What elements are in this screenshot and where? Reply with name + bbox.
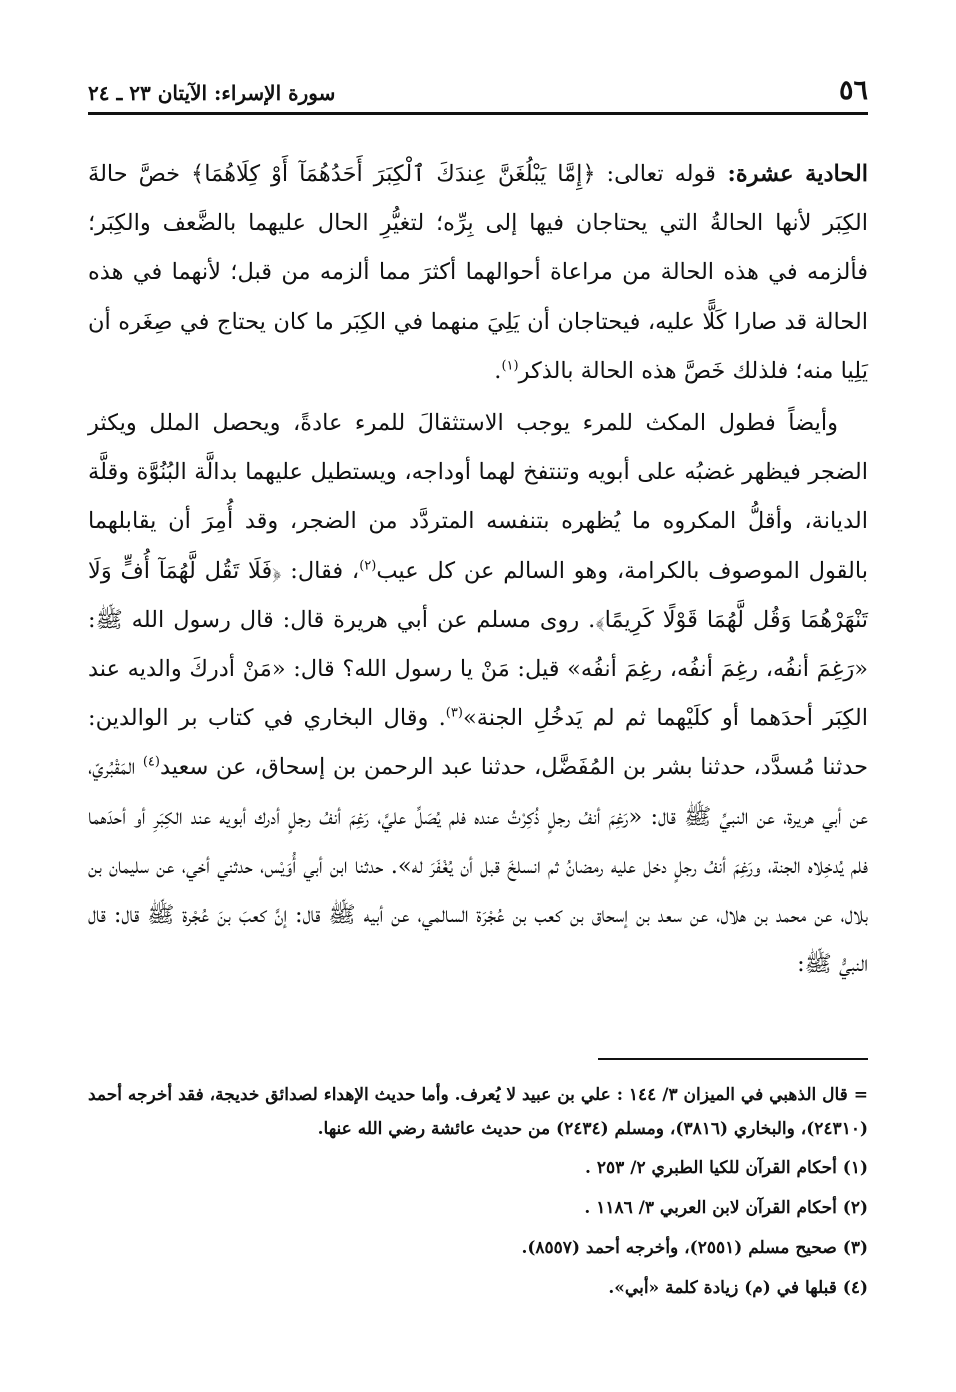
p1-end: . — [494, 357, 502, 384]
p2-text-b: ، فقال: — [281, 557, 360, 584]
page-header — [88, 68, 868, 108]
section-label: الحادية عشرة: — [715, 161, 868, 187]
footnote-rule — [598, 1058, 868, 1060]
paragraph-2 — [88, 399, 868, 989]
quran-verse-2: ﴿فَلَا تَقُل لَّهُمَآ أُفٍّ وَلَا تَنْهَرْهُمَا وَقُل لَّهُمَا قَوْلًا كَرِيمًا﴾ — [88, 557, 868, 633]
footnote-ref-2[interactable]: (٢) — [359, 558, 377, 574]
p1-intro: قوله تعالى: — [595, 161, 716, 187]
body-text — [88, 150, 868, 989]
footnote-ref-3[interactable]: (٣) — [445, 705, 463, 721]
footnote-ref-1[interactable]: (١) — [501, 358, 519, 374]
paragraph-1 — [88, 150, 868, 396]
running-title: سورة الإسراء: الآيتان ٢٣ ـ ٢٤ — [88, 81, 336, 105]
p1-text: خصَّ حالةَ الكِبَر لأنها الحالةُ التي يحتاجان فيها إلى بِرِّه؛ لتغيُّرِ الحال عليهما بالضَّعف والكِبَر؛ فألزمه في هذه الحالة من مراعاة أحوالهما أكثرَ مما ألزمه من قبل؛ لأنهما في هذه الحالة قد صارا كَلًّا عليه، فيحتاجان أن يَلِيَ منهما في الكِبَر ما كان يحتاج في صِغَره أن يَلِيا منه؛ فلذلك خَصَّ هذه الحالة بالذكر — [88, 161, 868, 384]
p2-text-d: . وقال البخاري في كتاب بر الوالدين: حدثنا مُسدَّد، حدثنا بشر بن المُفَضَّل، حدثنا عبد الرحمن بن إسحاق، عن سعيد — [88, 705, 868, 781]
footnotes — [88, 1078, 868, 1312]
footnote-ref-4[interactable]: (٤) — [142, 754, 160, 770]
footnote-4: (٤) قبلها في (م) زيادة كلمة «أبي». — [608, 1278, 868, 1298]
header-rule — [88, 112, 868, 115]
page-number: ٥٦ — [838, 75, 868, 106]
p2-text-a: وأيضاً فطول المكث للمرء يوجب الاستثقالَ للمرء عادةً، ويحصل الملل ويكثر الضجر فيظهر غضبُه على أبويه وتنتفخ لهما أوداجه، ويستطيل عليهما بدالَّة البُنُوَّة وقلَّة الديانة، وأقلُّ المكروه ما يُظهره بتنفسه المتردَّد من الضجر، وقد أُمِرَ أن يقابلهما بالقول الموصوف بالكرامة، وهو السالم عن كل عيب — [88, 410, 868, 584]
footnote-1: (١) أحكام القرآن للكيا الطبري ٢/ ٢٥٣ . — [585, 1158, 868, 1178]
p2-text-e: المَقْبُريّ، عن أبي هريرة، عن النبيِّ ﷺ قال: «رَغِمَ أنفُ رجلٍ ذُكِرْتُ عنده فلم يُصَلِّ عليَّ، رَغِمَ أنفُ رجلٍ أدرك أبويه عند الكِبَرِ أو أحدَهما فلم يُدخِلاه الجنة، ورَغِمَ أنفُ رجلٍ دخل عليه رمضانُ ثم انسلخَ قبل أن يُغْفَرَ له». حدثنا ابن أبي أُوَيْس، حدثني أخي، عن سليمان بن بلال، عن محمد بن هلال، عن سعد بن إسحاق بن كعب بن عُجْرَة السالمي، عن أبيه ﷺ قال: إنَّ كعبَ بنَ عُجْرة ﷺ قال: قال النبيُّ ﷺ: — [88, 754, 868, 978]
p2-text-c: . روى مسلم عن أبي هريرة قال: قال رسول الله ﷺ: «رَغِمَ أنفُه، رغِمَ أنفُه، رغِمَ أنفُه» قيل: مَنْ يا رسول الله؟ قال: «مَنْ أدركَ والديه عند الكِبَر أحدَهما أو كلَيْهما ثم لم يَدخُلِ الجنة» — [88, 606, 869, 732]
footnote-3: (٣) صحيح مسلم (٢٥٥١)، وأخرجه أحمد (٨٥٥٧). — [521, 1238, 868, 1258]
quran-verse-1: ﴿إِمَّا يَبْلُغَنَّ عِندَكَ ٱلْكِبَرَ أَحَدُهُمَآ أَوْ كِلَاهُمَا﴾ — [191, 161, 596, 187]
footnote-2: (٢) أحكام القرآن لابن العربي ٣/ ١١٨٦ . — [584, 1198, 868, 1218]
footnote-continuation: = قال الذهبي في الميزان ٣/ ١٤٤ : علي بن عبيد لا يُعرف. وأما حديث الإهداء لصدائق خديجة، فقد أخرجه أحمد (٢٤٣١٠)، والبخاري (٣٨١٦)، ومسلم (٢٤٣٤) من حديث عائشة رضي الله عنها. — [88, 1085, 868, 1139]
